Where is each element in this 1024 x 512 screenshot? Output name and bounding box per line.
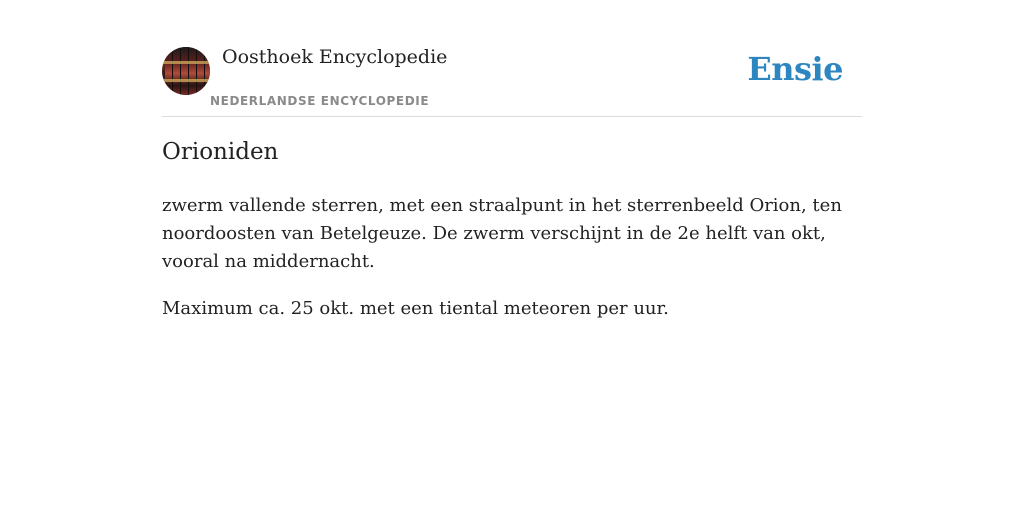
site-header: [162, 0, 862, 117]
article-paragraph: Maximum ca. 25 okt. met een tiental meteoren per uur.: [162, 298, 669, 319]
ensie-logo-link[interactable]: Ensie: [747, 50, 843, 88]
page: [162, 0, 862, 512]
article-paragraph: zwerm vallende sterren, met een straalpunt in het sterrenbeeld Orion, ten noordoosten van Betelgeuze. De zwerm verschijnt in de 2e helft van okt, vooral na middernacht.: [162, 195, 842, 272]
site-subtitle: NEDERLANDSE ENCYCLOPEDIE: [210, 94, 430, 108]
encyclopedia-avatar[interactable]: [162, 47, 210, 95]
article-title: Orioniden: [162, 139, 279, 165]
article-body: [162, 192, 862, 342]
site-title[interactable]: Oosthoek Encyclopedie: [222, 46, 448, 68]
